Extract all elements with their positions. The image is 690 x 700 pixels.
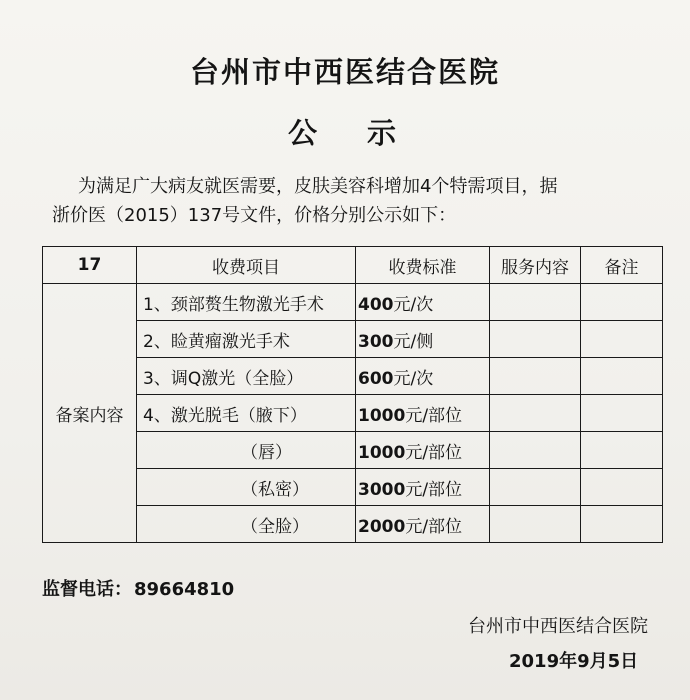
fee-table: [42, 246, 663, 543]
header-note: 备注: [581, 247, 663, 284]
price-unit: 元/侧: [393, 331, 434, 352]
supervision-hotline: [42, 575, 234, 601]
fee-table-header-row: [43, 247, 663, 284]
service-cell: [490, 321, 581, 358]
service-cell: [490, 358, 581, 395]
item-cell: （私密）: [137, 469, 356, 506]
price-unit: 元/次: [393, 368, 434, 389]
price-cell: [356, 395, 490, 432]
price-cell: [356, 506, 490, 543]
price-unit: 元/部位: [405, 516, 463, 537]
note-cell: [581, 321, 663, 358]
item-cell: 3、调Q激光（全脸）: [137, 358, 356, 395]
item-cell: 2、睑黄瘤激光手术: [137, 321, 356, 358]
hotline-label: 监督电话：: [42, 579, 132, 600]
intro-line-2: 浙价医（2015）137号文件，价格分别公示如下：: [52, 205, 457, 226]
price-amount: 1000: [358, 405, 406, 426]
price-amount: 400: [358, 294, 394, 315]
price-amount: 2000: [358, 516, 406, 537]
service-cell: [490, 395, 581, 432]
price-amount: 300: [358, 331, 394, 352]
price-amount: 3000: [358, 479, 406, 500]
price-cell: [356, 321, 490, 358]
price-unit: 元/部位: [405, 405, 463, 426]
hotline-number: 89664810: [134, 579, 235, 600]
price-cell: [356, 284, 490, 321]
price-unit: 元/部位: [405, 479, 463, 500]
service-cell: [490, 432, 581, 469]
item-cell: （唇）: [137, 432, 356, 469]
header-price: 收费标准: [356, 247, 490, 284]
price-cell: [356, 358, 490, 395]
price-amount: 600: [358, 368, 394, 389]
price-cell: [356, 469, 490, 506]
note-cell: [581, 469, 663, 506]
table-row: [43, 284, 663, 321]
service-cell: [490, 506, 581, 543]
footer-date: 2019年9月5日: [509, 651, 639, 672]
price-unit: 元/次: [393, 294, 434, 315]
item-cell: 4、激光脱毛（腋下）: [137, 395, 356, 432]
service-cell: [490, 469, 581, 506]
notice-title: 公示: [288, 116, 447, 150]
intro-line-1: 为满足广大病友就医需要，皮肤美容科增加4个特需项目，据: [78, 176, 558, 197]
header-number: 17: [43, 247, 137, 284]
note-cell: [581, 284, 663, 321]
intro-paragraph: [52, 172, 662, 230]
hospital-title: 台州市中西医结合医院: [189, 55, 500, 89]
price-amount: 1000: [358, 442, 406, 463]
note-cell: [581, 506, 663, 543]
note-cell: [581, 432, 663, 469]
footer-organization: 台州市中西医结合医院: [468, 616, 648, 637]
note-cell: [581, 358, 663, 395]
service-cell: [490, 284, 581, 321]
item-cell: 1、颈部赘生物激光手术: [137, 284, 356, 321]
header-item: 收费项目: [137, 247, 356, 284]
price-unit: 元/部位: [405, 442, 463, 463]
item-cell: （全脸）: [137, 506, 356, 543]
note-cell: [581, 395, 663, 432]
header-service: 服务内容: [490, 247, 581, 284]
record-label: 备案内容: [43, 284, 137, 543]
price-cell: [356, 432, 490, 469]
